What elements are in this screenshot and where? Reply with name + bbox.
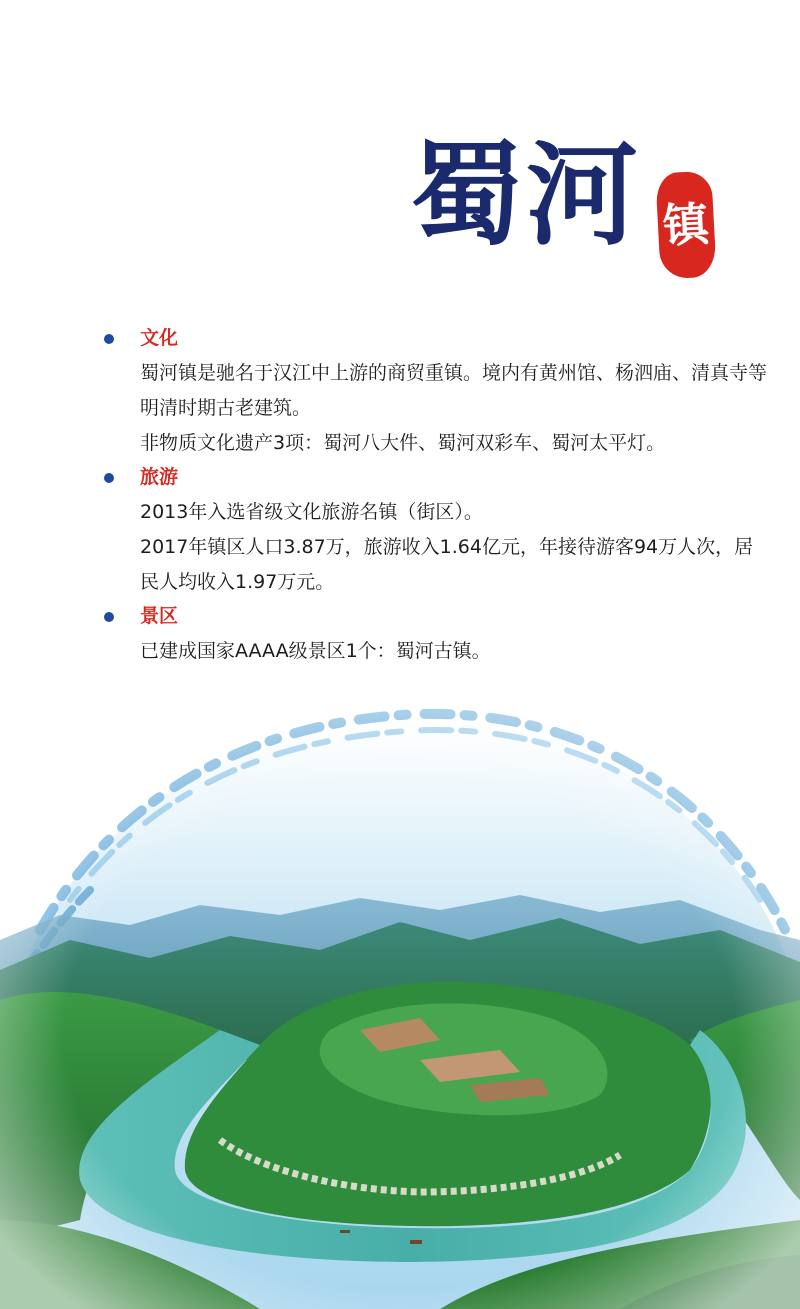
page-title: 蜀河 [410, 130, 642, 261]
bullet-dot-icon [104, 612, 114, 622]
seal-text: 镇 [661, 196, 711, 254]
content-body [100, 322, 770, 669]
paragraph: 非物质文化遗产3项：蜀河八大件、蜀河双彩车、蜀河太平灯。 [140, 432, 666, 454]
section-head [100, 461, 770, 495]
section-culture [100, 322, 770, 461]
section-tourism [100, 461, 770, 600]
title-block [410, 132, 770, 282]
bullet-dot-icon [104, 334, 114, 344]
paragraph: 已建成国家AAAA级景区1个：蜀河古镇。 [140, 640, 491, 662]
paragraph: 蜀河镇是驰名于汉江中上游的商贸重镇。境内有黄州馆、杨泗庙、清真寺等明清时期古老建筑。 [140, 362, 768, 419]
seal-stamp [655, 171, 716, 280]
section-heading: 旅游 [140, 466, 179, 488]
section-scenic-area [100, 600, 770, 669]
section-heading: 文化 [140, 327, 179, 349]
paragraph: 2013年入选省级文化旅游名镇（街区）。 [140, 501, 483, 523]
paragraph: 2017年镇区人口3.87万，旅游收入1.64亿元，年接待游客94万人次，居民人均收入1.97万元。 [140, 536, 754, 593]
landscape-photo [0, 700, 800, 1309]
section-heading: 景区 [140, 605, 179, 627]
section-head [100, 600, 770, 634]
bullet-dot-icon [104, 473, 114, 483]
section-head [100, 322, 770, 356]
